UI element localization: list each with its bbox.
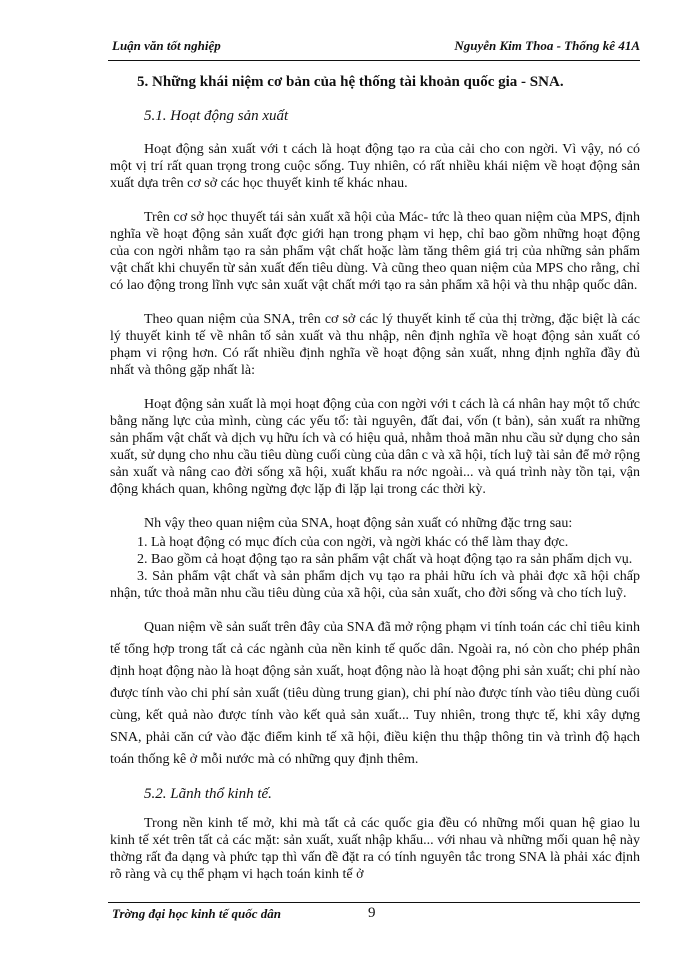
- subsection-title-production: 5.1. Hoạt động sản xuất: [144, 108, 289, 124]
- header-divider: [108, 60, 640, 61]
- definition-paragraph: Hoạt động sản xuất là mọi hoạt động của con ngời với t cách là cá nhân hay một tổ chức bằng năng lực của mình, cùng các yếu tố: tài nguyên, đất đai, vốn (t bản), sản xuất ra những sản phẩm vật chất và dịch vụ hữu ích và có hiệu quả, nhằm thoả mãn nhu cầu sử dụng cho sản xuất, sử dụng cho nhu cầu tiêu dùng cuối cùng của dân c và xã hội, tích luỹ tài sản để mở rộng sản xuất và nâng cao đời sống xã hội, xuất khẩu ra nớc ngoài... và quá trình này tồn tại, vận động khách quan, không ngừng đợc lặp đi lặp lại trong các thời kỳ.: [110, 397, 640, 497]
- paragraph: Quan niệm về sản suất trên đây của SNA đã mở rộng phạm vi tính toán các chỉ tiêu kinh tế tổng hợp trong tất cả các ngành của nền kinh tế quốc dân. Ngoài ra, nó còn cho phép phân định hoạt động nào là hoạt động sản xuất, hoạt động nào là hoạt động phi sản xuất; chi phí nào được tính vào chi phí sản xuất (tiêu dùng trung gian), chi phí nào được tính vào tiêu dùng cuối cùng, kết quả nào được tính vào kết quả sản xuất... Tuy nhiên, trong thực tế, khi xây dựng SNA, phải căn cứ vào đặc điểm kinh tế xã hội, điều kiện thu thập thông tin và trình độ hạch toán thống kê ở mỗi nước mà có những quy định thêm.: [110, 620, 640, 767]
- section-title: 5. Những khái niệm cơ bản của hệ thống tài khoản quốc gia - SNA.: [137, 74, 564, 90]
- header-author-label: Nguyễn Kim Thoa - Thống kê 41A: [454, 38, 640, 53]
- list-item: 3. Sản phẩm vật chất và sản phẩm dịch vụ tạo ra phải hữu ích và phải đợc xã hội chấp nhận, tức thoả mãn nhu cầu tiêu dùng của xã hội, của sản xuất, cho đời sống và cho tích luỹ.: [110, 569, 640, 601]
- paragraph: Theo quan niệm của SNA, trên cơ sở các lý thuyết kinh tế của thị trờng, đặc biệt là các lý thuyết kinh tế về nhân tố sản xuất và thu nhập, nên định nghĩa về hoạt động sản xuất có phạm vi rộng hơn. Có rất nhiều định nghĩa về hoạt động sản xuất, nhng định nghĩa đầy đủ nhất và thông gặp nhất là:: [110, 312, 640, 378]
- paragraph: Trên cơ sở học thuyết tái sản xuất xã hội của Mác- tức là theo quan niệm của MPS, định nghĩa về hoạt động sản xuất đợc giới hạn trong phạm vi hẹp, chỉ bao gồm những hoạt động của con ngời nhằm tạo ra sản phẩm vật chất hoặc làm tăng thêm giá trị của những sản phẩm vật chất khi chuyển từ sản xuất đến tiêu dùng. Và cũng theo quan niệm của MPS cho rằng, chỉ có lao động trong lĩnh vực sản xuất vật chất mới tạo ra sản phẩm xã hội và thu nhập quốc dân.: [110, 210, 640, 293]
- page-number: 9: [368, 905, 376, 921]
- header-thesis-label: Luận văn tốt nghiệp: [112, 38, 221, 53]
- page-header: [108, 38, 640, 60]
- footer-university-label: Trờng đại học kinh tế quốc dân: [112, 906, 282, 921]
- paragraph: Nh vậy theo quan niệm của SNA, hoạt động sản xuất có những đặc trng sau:: [144, 516, 573, 531]
- list-item: 1. Là hoạt động có mục đích của con ngời, và ngời khác có thể làm thay đợc.: [137, 535, 569, 550]
- subsection-title-economic-territory: 5.2. Lãnh thổ kinh tế.: [144, 786, 272, 802]
- page-footer: [108, 906, 640, 928]
- document-body: [110, 72, 640, 883]
- paragraph: Trong nền kinh tế mở, khi mà tất cả các quốc gia đều có những mối quan hệ giao lu kinh tế xét trên tất cả các mặt: sản xuất, xuất nhập khẩu... với nhau và những mối quan hệ này thờng rất đa dạng và phức tạp thì vấn đề đặt ra có tính nguyên tắc trong SNA là phải xác định rõ ràng và cụ thể phạm vi hạch toán kinh tế ở: [110, 816, 640, 882]
- paragraph: Hoạt động sản xuất với t cách là hoạt động tạo ra của cải cho con ngời. Vì vậy, nó có một vị trí rất quan trọng trong cuộc sống. Tuy nhiên, có rất nhiều khái niệm về hoạt động sản xuất dựa trên cơ sở các học thuyết kinh tế khác nhau.: [110, 142, 640, 191]
- footer-divider: [108, 902, 640, 903]
- list-item: 2. Bao gồm cả hoạt động tạo ra sản phẩm vật chất và hoạt động tạo ra sản phẩm dịch vụ.: [137, 552, 633, 567]
